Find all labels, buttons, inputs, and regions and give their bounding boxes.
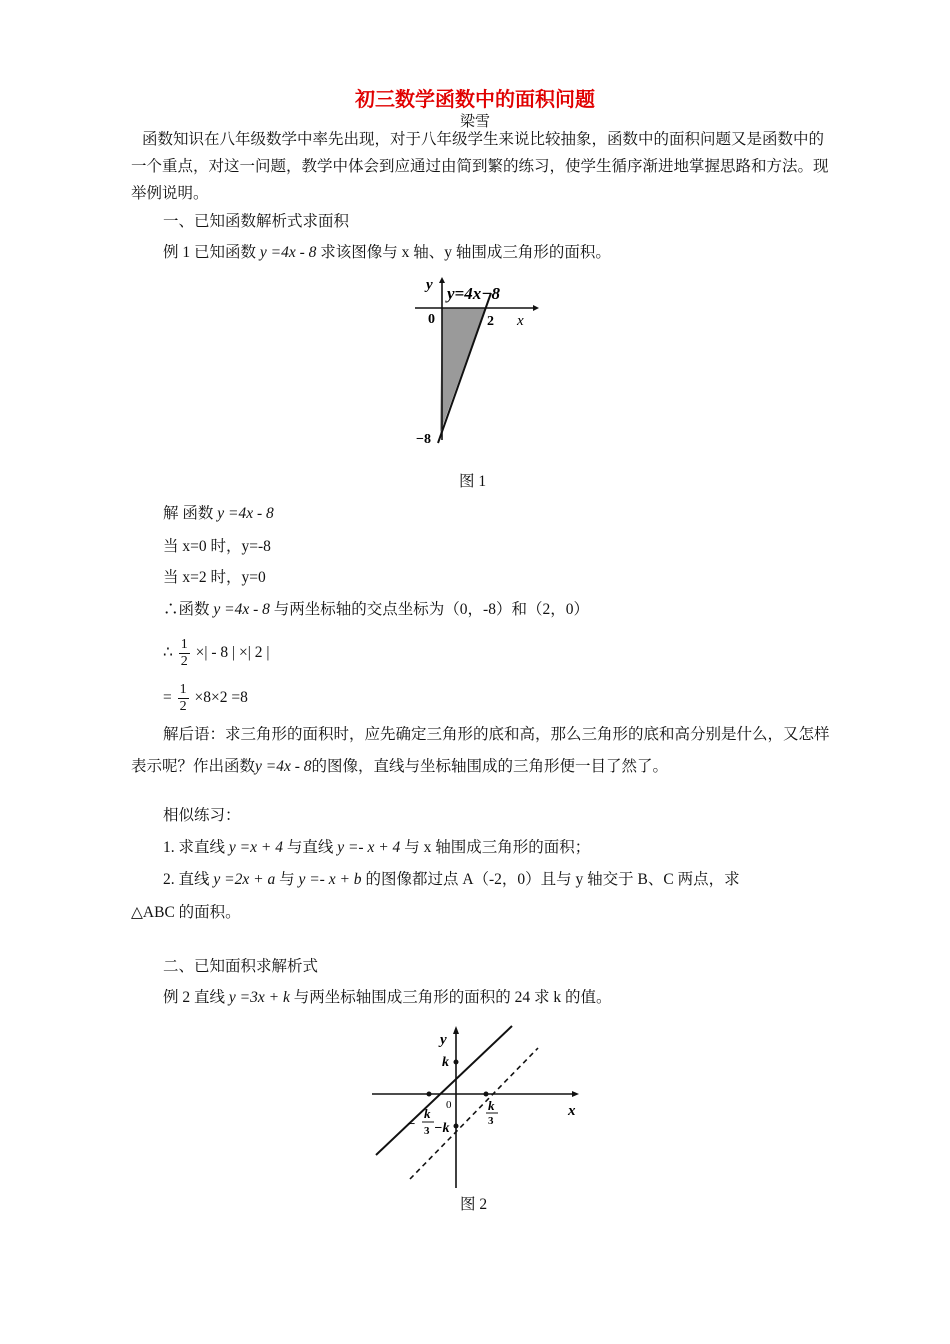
figure1-x-label: x: [517, 313, 524, 329]
example1-text: 求该图像与 x 轴、y 轴围成三角形的面积。: [320, 244, 611, 261]
figure1-graph: [405, 275, 545, 455]
solution-line4-post: 与两坐标轴的交点坐标为（0，-8）和（2，0）: [273, 601, 589, 618]
figure2-origin-label: 0: [446, 1099, 452, 1111]
solution-line5: [163, 635, 269, 671]
figure2-point-k: [454, 1060, 459, 1065]
equals-sign: =: [163, 689, 172, 706]
practice1-formula1: y =x + 4: [228, 839, 283, 856]
figure1-y-arrow: [439, 277, 445, 283]
practice-item-2: 2. 直线 y =2x + a 与 y =- x + b 的图像都过点 A（-2，0）且与 y 轴交于 B、C 两点，求: [163, 871, 740, 888]
section1-heading: 一、已知函数解析式求面积: [163, 213, 350, 230]
example2-label: 例 2 直线: [163, 989, 226, 1006]
figure1-caption: 图 1: [459, 473, 487, 490]
fraction-half: $\frac{1}{2}$: [180, 636, 188, 669]
figure2-neg-k-label: −k: [434, 1121, 450, 1136]
solution-formula: y =4x - 8: [217, 505, 274, 522]
solution-line4: [163, 600, 589, 620]
figure2-left-frac-den: 3: [424, 1125, 430, 1137]
figure2-point-neg-k3: [427, 1092, 432, 1097]
intro-paragraph: 函数知识在八年级数学中率先出现，对于八年级学生来说比较抽象，函数中的面积问题又是函数中的一个重点，对这一问题，教学中体会到应通过由简到繁的练习，使学生循序渐进地掌握思路和方法。现举例说明。: [131, 131, 829, 202]
figure1-equation: y=4x−8: [447, 284, 501, 303]
solution-line3: 当 x=2 时，y=0: [163, 569, 266, 586]
solution-label: 解 函数: [163, 505, 214, 522]
figure1-y-label: y: [426, 277, 433, 293]
figure2-y-label: y: [440, 1032, 447, 1048]
practice-item-2-cont: △ABC 的面积。: [131, 904, 241, 921]
figure2-y-arrow: [453, 1026, 459, 1034]
practice2-formula1: y =2x + a: [213, 871, 276, 888]
figure2-x-arrow: [572, 1091, 579, 1097]
practice-heading: 相似练习：: [163, 807, 241, 824]
example1-label: 例 1 已知函数: [163, 244, 257, 261]
figure2-point-k3: [484, 1092, 489, 1097]
example2-formula: y =3x + k: [228, 989, 290, 1006]
example2: [163, 988, 611, 1008]
author: 梁雪: [459, 114, 490, 130]
example2-text: 与两坐标轴围成三角形的面积的 24 求 k 的值。: [293, 989, 612, 1006]
solution-line2: 当 x=0 时，y=-8: [163, 538, 271, 555]
solution-line6-expression: ×8×2 =8: [194, 689, 248, 706]
figure2-caption: 图 2: [460, 1196, 488, 1213]
remark-paragraph: 解后语：求三角形的面积时，应先确定三角形的底和高，那么三角形的底和高分别是什么，又怎样表示呢？作出函数y =4x - 8的图像，直线与坐标轴围成的三角形便一目了然了。: [131, 726, 830, 775]
figure2-right-frac-den: 3: [488, 1115, 494, 1127]
figure2-left-frac-num: k: [424, 1106, 431, 1121]
section2-heading: 二、已知面积求解析式: [163, 958, 319, 975]
solution-line1: [163, 504, 274, 524]
example1-formula: y =4x - 8: [259, 244, 317, 261]
figure2-k-label: k: [442, 1055, 449, 1070]
figure1-x-intercept-label: 2: [487, 314, 494, 329]
figure1-x-arrow: [533, 305, 539, 311]
therefore-sign: ∴: [163, 644, 173, 661]
figure2-graph: [368, 1022, 588, 1192]
solution-line4-formula: y =4x - 8: [213, 601, 270, 618]
practice2-formula2: y =- x + b: [298, 871, 362, 888]
remark-formula: y =4x - 8: [255, 758, 312, 775]
solution-line5-expression: ×| - 8 | ×| 2 |: [195, 644, 270, 661]
practice1-formula2: y =- x + 4: [337, 839, 401, 856]
practice-item-1: 1. 求直线 y =x + 4 与直线 y =- x + 4 与 x 轴围成三角形的面积；: [163, 839, 591, 856]
solution-line4-pre: ∴函数: [163, 601, 210, 618]
figure1-origin-label: 0: [428, 312, 435, 327]
figure1-y-intercept-label: −8: [416, 432, 431, 447]
example1: [163, 243, 611, 263]
page-title: 初三数学函数中的面积问题: [355, 89, 595, 111]
figure2-minus-sign: −: [408, 1116, 416, 1131]
fraction-half-2: $\frac{1}{2}$: [179, 681, 187, 714]
figure2-point-neg-k: [454, 1124, 459, 1129]
figure2-x-label: x: [568, 1103, 576, 1119]
figure2-right-frac-num: k: [488, 1098, 495, 1113]
solution-line6: [163, 680, 248, 716]
